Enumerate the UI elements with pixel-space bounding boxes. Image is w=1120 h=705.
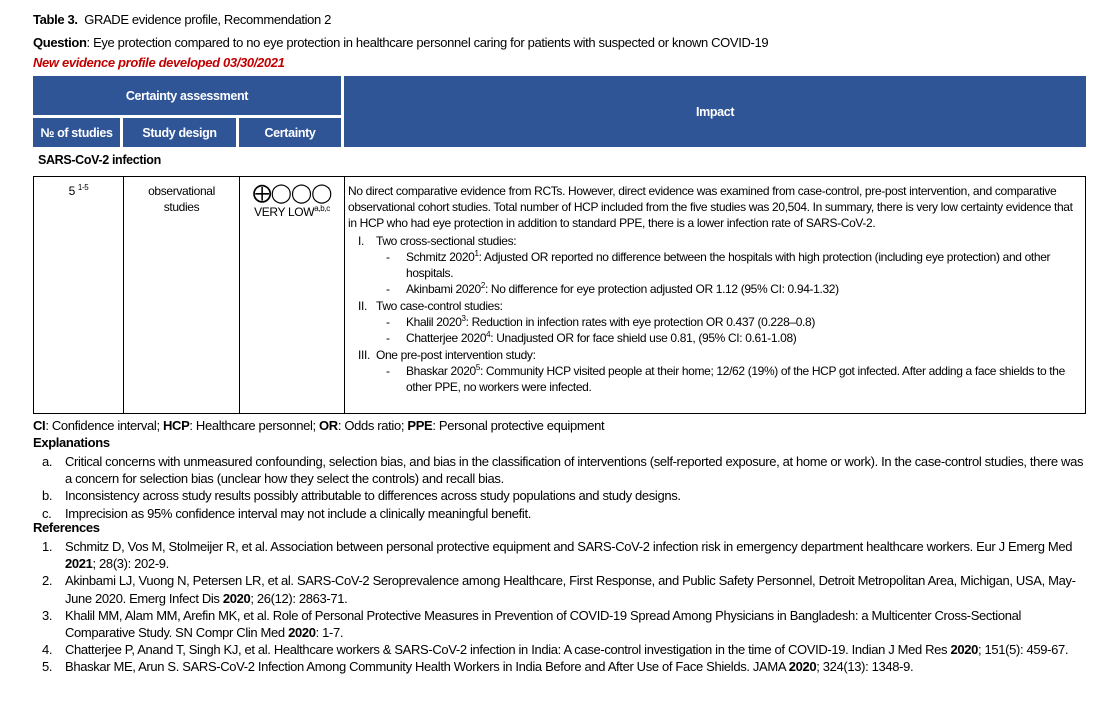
study-author: Schmitz 2020 [406,250,475,264]
study-ref: 4 [486,330,491,339]
reference-text: Schmitz D, Vos M, Stolmeijer R, et al. Association between personal protective equipment and SARS-CoV-2 infection risk in emergency department healthcare workers. Eur J Emerg Med [65,539,1073,554]
explanation-marker: c. [42,505,52,521]
group-numeral: II. [358,299,367,313]
impact-summary: No direct comparative evidence from RCTs. However, direct evidence was examined from case-control, pre-post intervention, and comparative observational cohort studies. Total number of HCP included from the five studies was 20,504. In summary, there is very low certainty evidence that in HCP who had eye protection in addition to standard PPE, there is a lower infection rate of SARS-CoV-2. [348,184,1073,230]
study-group [348,347,1079,363]
header-certainty: Certainty [239,118,341,147]
reference-marker: 3. [42,607,53,623]
study-finding: : Adjusted OR reported no difference between the hospitals with high protection (including eye protection) and other hospitals. [406,250,1051,280]
certainty-footnotes: a,b,c [314,204,330,213]
header-study-design: Study design [123,118,236,147]
reference-marker: 2. [42,573,53,589]
study-finding: : No difference for eye protection adjusted OR 1.12 (95% CI: 0.94-1.32) [484,282,839,296]
cell-certainty [240,177,345,413]
study-finding: : Community HCP visited people at their home; 12/62 (19%) of the HCP got infected. After adding a face shields to the other PPE, no workers were infected. [406,364,1065,394]
reference-citation: ; 28(3): 202-9. [92,556,169,572]
abbreviation-term: OR [319,418,338,433]
table-title [33,12,331,28]
study-ref: 3 [461,314,466,323]
reference-marker: 1. [42,539,53,554]
dash-bullet: - [386,250,390,264]
table-row [33,176,1086,414]
header-number-of-studies: № of studies [33,118,120,147]
explanation-item [33,453,1093,487]
cell-number-of-studies [34,177,124,413]
reference-year: 2021 [65,556,93,572]
reference-year: 2020 [288,625,316,641]
abbreviation-term: PPE [407,418,433,433]
study-ref: 2 [480,281,485,290]
abbreviation-definition: : Healthcare personnel; [189,418,320,433]
group-title: One pre-post intervention study: [376,348,536,362]
number-of-studies: 5 [68,184,75,198]
question [33,35,768,51]
dash-bullet: - [386,315,390,329]
study-author: Bhaskar 2020 [406,364,476,378]
reference-citation: : 1-7. [315,625,344,641]
explanation-item [33,505,1093,522]
reference-superscript: 1-5 [77,183,89,192]
certainty-label: VERY LOW [254,205,315,219]
explanation-text: Inconsistency across study results possibly attributable to differences across study populations and study designs. [65,488,681,504]
abbreviation-definition: : Odds ratio; [337,418,408,433]
reference-marker: 5. [42,659,53,675]
references-heading: References [33,520,100,535]
explanation-text: Imprecision as 95% confidence interval may not include a clinically meaningful benefit. [65,505,531,521]
header-certainty-assessment: Certainty assessment [33,76,341,115]
study-author: Chatterjee 2020 [406,331,487,345]
reference-year: 2020 [222,590,251,606]
study-design-text: observational studies [148,184,215,214]
study-group [348,298,1079,314]
dash-bullet: - [386,282,390,296]
reference-text: Chatterjee P, Anand T, Singh KJ, et al. Healthcare workers & SARS-CoV-2 infection in India: A case-control investigation in the time of COVID-19. Indian J Med Res [65,642,951,658]
study-item [348,249,1079,281]
reference-year: 2020 [950,642,978,658]
certainty-rating-icon: ⨁◯◯◯ [252,183,332,204]
reference-citation: ; 26(12): 2863-71. [250,590,348,606]
explanations-list [33,453,1093,522]
reference-item [33,607,1093,641]
table-title-text: GRADE evidence profile, Recommendation 2 [84,12,332,27]
reference-year: 2020 [788,659,817,675]
table-label: Table 3. [33,12,78,27]
references-list [33,538,1093,676]
reference-text: Akinbami LJ, Vuong N, Petersen LR, et al. SARS-CoV-2 Seroprevalence among Healthcare, First Response, and Public Safety Personnel, Detroit Metropolitan Area, Michigan, USA, May-June 2020. Emerg Infect Dis [65,573,1076,606]
study-author: Khalil 2020 [406,315,462,329]
study-ref: 5 [475,363,480,372]
reference-marker: 4. [42,642,53,658]
study-item [348,281,1079,297]
study-item [348,330,1079,346]
study-item [348,363,1079,395]
explanation-marker: b. [42,488,53,504]
cell-study-design [124,177,240,413]
study-group [348,233,1079,249]
explanation-text: Critical concerns with unmeasured confounding, selection bias, and bias in the classification of interventions (self-reported exposure, at home or work). In the case-control studies, there was a concern for selection bias (unclear how they select the controls) and recall bias. [65,454,1084,487]
reference-citation: ; 324(13): 1348-9. [816,659,914,675]
reference-item [33,572,1093,606]
group-numeral: I. [358,234,364,248]
reference-text: Khalil MM, Alam MM, Arefin MK, et al. Role of Personal Protective Measures in Prevention of COVID-19 Spread Among Physicians in Bangladesh: a Multicenter Cross-Sectional Comparative Study. SN Compr Clin Med [65,607,1022,641]
abbreviation-definition: : Confidence interval; [45,418,163,433]
group-numeral: III. [358,348,370,362]
group-title: Two cross-sectional studies: [376,234,517,248]
dash-bullet: - [386,331,390,345]
abbreviations [33,418,604,434]
study-item [348,314,1079,330]
explanations-heading: Explanations [33,435,110,450]
question-label: Question [33,35,87,50]
cell-impact [345,177,1085,413]
abbreviation-definition: : Personal protective equipment [432,418,605,433]
impact-groups [348,233,1079,395]
abbreviation-term: CI [33,418,46,433]
explanation-item [33,487,1093,504]
reference-item [33,538,1093,572]
explanation-marker: a. [42,454,53,469]
reference-item [33,658,1093,675]
reference-text: Bhaskar ME, Arun S. SARS-CoV-2 Infection Among Community Health Workers in India Before and After Use of Face Shields. JAMA [65,659,789,675]
reference-item [33,641,1093,658]
header-impact: Impact [344,76,1086,147]
section-label: SARS-CoV-2 infection [38,153,161,167]
question-text: : Eye protection compared to no eye protection in healthcare personnel caring for patients with suspected or known COVID-19 [86,35,769,50]
new-profile-note: New evidence profile developed 03/30/2021 [33,55,285,70]
reference-citation: ; 151(5): 459-67. [978,642,1069,658]
group-title: Two case-control studies: [376,299,503,313]
dash-bullet: - [386,364,390,378]
study-author: Akinbami 2020 [406,282,481,296]
abbreviation-term: HCP [163,418,190,433]
study-ref: 1 [474,249,479,258]
study-finding: : Reduction in infection rates with eye protection OR 0.437 (0.228–0.8) [465,315,816,329]
study-finding: : Unadjusted OR for face shield use 0.81, (95% CI: 0.61-1.08) [490,331,797,345]
